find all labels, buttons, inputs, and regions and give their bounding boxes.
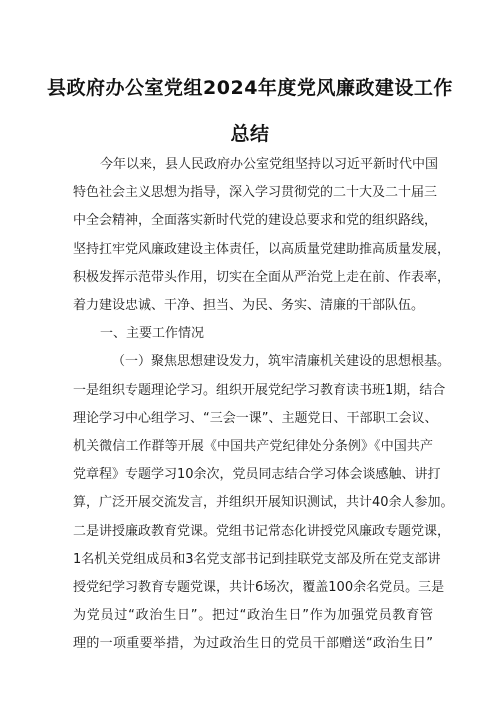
paragraph-line: 二是讲授廉政教育党课。党组书记常态化讲授党风廉政专题党课，	[73, 524, 451, 539]
paragraph-line: 坚持扛牢党风廉政建设主体责任，以高质量党建助推高质量发展，	[73, 242, 451, 257]
paragraph-line: 理的一项重要举措，为过政治生日的党员干部赠送“政治生日”	[73, 636, 433, 651]
subsection-heading: （一）聚焦思想建设发力，筑牢清廉机关建设的思想根基。	[112, 354, 451, 369]
paragraph-line: 党章程》专题学习10余次，党员同志结合学习体会谈感触、讲打	[73, 467, 441, 482]
paragraph-line: 理论学习中心组学习、“三会一课”、主题党日、干部职工会议、	[73, 411, 438, 426]
paragraph-line: 机关微信工作群等开展《中国共产党纪律处分条例》《中国共产	[73, 439, 433, 454]
paragraph-line: 算，广泛开展交流发言，并组织开展知识测试，共计40余人参加。	[73, 495, 454, 510]
paragraph-line: 今年以来，县人民政府办公室党组坚持以习近平新时代中国	[100, 157, 439, 172]
paragraph-line: 为党员过“政治生日”。把过“政治生日”作为加强党员教育管	[73, 608, 433, 623]
document-title-line-2: 总结	[230, 123, 270, 145]
paragraph-line: 特色社会主义思想为指导，深入学习贯彻党的二十大及二十届三	[73, 185, 438, 200]
paragraph-line: 积极发挥示范带头作用，切实在全面从严治党上走在前、作表率，	[73, 270, 451, 285]
paragraph-line: 授党纪学习教育专题党课，共计6场次，覆盖100余名党员。三是	[73, 580, 445, 595]
document-title-line-1: 县政府办公室党组2024年度党风廉政建设工作	[47, 77, 453, 99]
paragraph-line: 1名机关党组成员和3名党支部书记到挂联党支部及所在党支部讲	[73, 552, 441, 567]
paragraph-line: 中全会精神，全面落实新时代党的建设总要求和党的组织路线，	[73, 213, 438, 228]
section-heading: 一、主要工作情况	[100, 326, 205, 341]
paragraph-line: 着力建设忠诚、干净、担当、为民、务实、清廉的干部队伍。	[73, 298, 425, 313]
paragraph-line: 一是组织专题理论学习。组织开展党纪学习教育读书班1期，结合	[73, 383, 446, 398]
